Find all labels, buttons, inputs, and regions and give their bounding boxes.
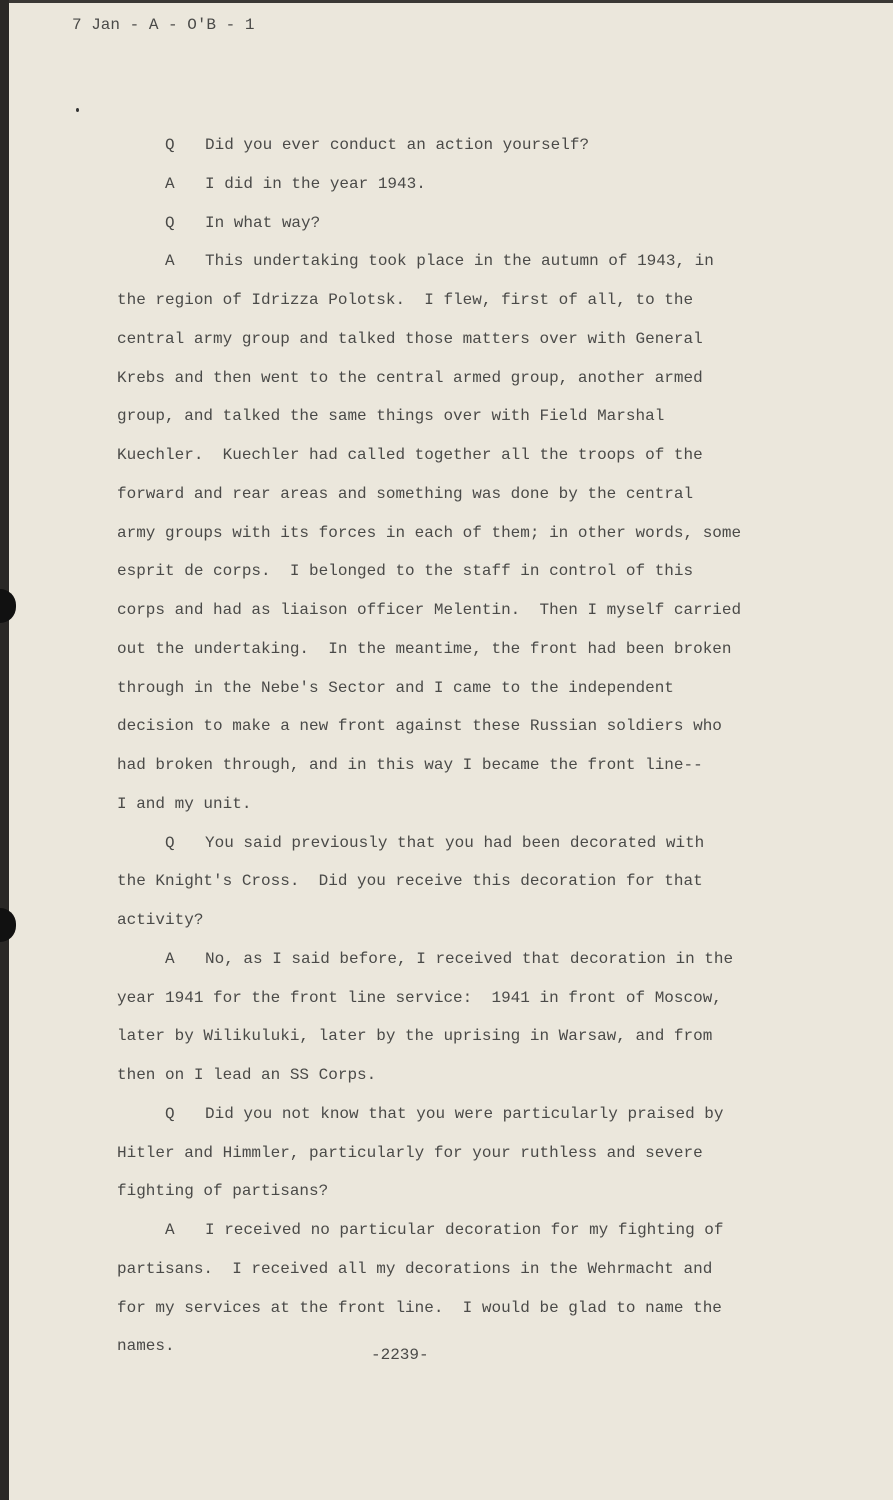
line-text: partisans. I received all my decorations in the Wehrmacht and [117,1259,713,1278]
line-text: then on I lead an SS Corps. [117,1066,377,1084]
line-text: group, and talked the same things over with Field Marshal [117,407,665,426]
punch-hole [0,908,16,942]
line-text: the Knight's Cross. Did you receive this decoration for that [117,872,703,891]
line-text: year 1941 for the front line service: 1941 in front of Moscow, [117,988,722,1007]
line-text: out the undertaking. In the meantime, the front had been broken [117,639,732,658]
scan-top-edge [0,0,893,3]
speaker-label: A [165,174,175,193]
line-text: Kuechler. Kuechler had called together all the troops of the [117,446,703,464]
speaker-label: Q [165,1104,175,1123]
line-text: I did in the year 1943. [205,174,426,193]
speaker-label: Q [165,213,175,232]
line-text: through in the Nebe's Sector and I came to the independent [117,678,674,697]
page-header: 7 Jan - A - O'B - 1 [72,16,255,34]
speaker-label: Q [165,833,175,852]
line-text: later by Wilikuluki, later by the uprising in Warsaw, and from [117,1027,713,1046]
scan-left-edge [0,0,9,1500]
line-text: the region of Idrizza Polotsk. I flew, first of all, to the [117,291,694,309]
line-text: fighting of partisans? [117,1182,329,1201]
speaker-label: Q [165,136,175,154]
line-text: names. [117,1337,175,1356]
line-text: You said previously that you had been decorated with [205,833,705,852]
line-text: activity? [117,911,204,929]
line-text: decision to make a new front against these Russian soldiers who [117,717,722,736]
line-text: I and my unit. [117,794,252,813]
line-text: for my services at the front line. I would be glad to name the [117,1298,722,1317]
line-text: This undertaking took place in the autumn of 1943, in [205,252,714,271]
line-text: had broken through, and in this way I became the front line-- [117,756,703,774]
line-text: esprit de corps. I belonged to the staff in control of this [117,562,694,581]
line-text: Krebs and then went to the central armed group, another armed [117,368,703,387]
line-text: No, as I said before, I received that decoration in the [205,949,734,968]
line-text: forward and rear areas and something was done by the central [117,484,694,503]
line-text: Did you ever conduct an action yourself? [205,136,590,154]
line-text: I received no particular decoration for my fighting of [205,1221,724,1239]
line-text: army groups with its forces in each of them; in other words, some [117,523,742,542]
page-number: -2239- [371,1346,429,1364]
punch-hole [0,589,16,623]
line-text: corps and had as liaison officer Melentin. Then I myself carried [117,601,742,619]
line-text: In what way? [205,213,321,232]
line-text: Did you not know that you were particularly praised by [205,1104,724,1123]
ink-speck [76,108,79,112]
line-text: central army group and talked those matters over with General [117,329,703,348]
speaker-label: A [165,1221,175,1239]
line-text: Hitler and Himmler, particularly for your ruthless and severe [117,1143,703,1162]
speaker-label: A [165,252,175,271]
speaker-label: A [165,949,175,968]
